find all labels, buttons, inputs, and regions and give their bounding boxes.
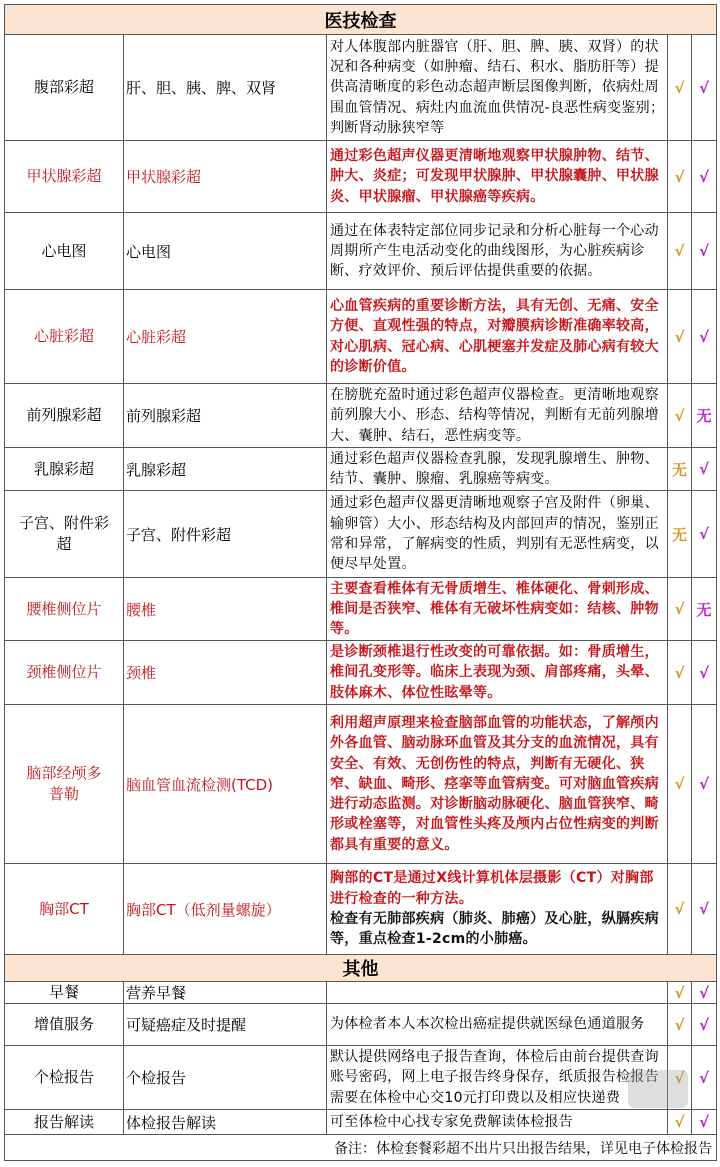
item-name: 颈椎侧位片	[5, 641, 124, 705]
table-row	[5, 864, 717, 955]
table-row	[5, 1110, 717, 1135]
mark-b: √	[692, 213, 717, 290]
mark-a: √	[668, 578, 692, 641]
note-text: 备注：体检套餐彩超不出片只出报告结果，详见电子体检报告	[5, 1135, 717, 1161]
item-desc: 通过在体表特定部位同步记录和分析心脏每一个心动周期所产生电活动变化的曲线图形，为心脏疾病诊断、疗效评价、预后评估提供重要的依据。	[327, 213, 668, 290]
item-name: 乳腺彩超	[5, 448, 124, 491]
section-header	[5, 5, 717, 35]
item-desc-line: 检查有无肺部疾病（肺炎、肺癌）及心脏，纵膈疾病等，重点检查1-2cm的小肺癌。	[330, 911, 659, 948]
section-title: 其他	[5, 955, 717, 982]
table-row	[5, 578, 717, 641]
table-row	[5, 705, 717, 864]
mark-a: √	[668, 1004, 692, 1046]
item-sub: 腰椎	[124, 578, 327, 641]
item-desc	[327, 864, 668, 955]
table-row	[5, 982, 717, 1004]
item-sub: 子宫、附件彩超	[124, 491, 327, 578]
item-name: 报告解读	[5, 1110, 124, 1135]
item-desc: 通过彩色超声仪器更清晰地观察甲状腺肿物、结节、肿大、炎症；可发现甲状腺肿、甲状腺囊肿、甲状腺炎、甲状腺瘤、甲状腺癌等疾病。	[327, 141, 668, 213]
item-name: 脑部经颅多普勒	[5, 705, 124, 864]
item-name: 腰椎侧位片	[5, 578, 124, 641]
table-row	[5, 35, 717, 141]
mark-a: √	[668, 384, 692, 448]
item-sub: 营养早餐	[124, 982, 327, 1004]
mark-a: √	[668, 864, 692, 955]
item-desc	[327, 982, 668, 1004]
item-sub: 心脏彩超	[124, 290, 327, 384]
mark-a: 无	[668, 491, 692, 578]
mark-a: 无	[668, 448, 692, 491]
section-header	[5, 955, 717, 982]
item-desc: 主要查看椎体有无骨质增生、椎体硬化、骨刺形成、椎间是否狭窄、椎体有无破坏性病变如：结核、肿物等。	[327, 578, 668, 641]
item-sub: 脑血管血流检测(TCD)	[124, 705, 327, 864]
mark-b: √	[692, 705, 717, 864]
mark-a: √	[668, 641, 692, 705]
mark-a: √	[668, 1046, 692, 1110]
table-row	[5, 491, 717, 578]
item-name: 甲状腺彩超	[5, 141, 124, 213]
mark-b: √	[692, 1110, 717, 1135]
item-sub: 胸部CT（低剂量螺旋）	[124, 864, 327, 955]
mark-b: 无	[692, 578, 717, 641]
table-row	[5, 1046, 717, 1110]
item-desc: 通过彩色超声仪器检查乳腺，发现乳腺增生、肿物、结节、囊肿、腺瘤、乳腺癌等病变。	[327, 448, 668, 491]
mark-a: √	[668, 35, 692, 141]
item-name: 心电图	[5, 213, 124, 290]
mark-b: √	[692, 35, 717, 141]
mark-b: √	[692, 141, 717, 213]
item-desc: 对人体腹部内脏器官（肝、胆、脾、胰、双肾）的状况和各种病变（如肿瘤、结石、积水、脂肪肝等）提供高清晰度的彩色动态超声断层图像判断，依病灶周围血管情况、病灶内血流血供情况-良恶性病变鉴别；判断肾动脉狭窄等	[327, 35, 668, 141]
mark-a: √	[668, 1110, 692, 1135]
item-name: 前列腺彩超	[5, 384, 124, 448]
mark-b: √	[692, 1004, 717, 1046]
item-name: 个检报告	[5, 1046, 124, 1110]
item-desc-line: 胸部的CT是通过X线计算机体层摄影（CT）对胸部进行检查的一种方法。	[330, 870, 654, 907]
mark-b: √	[692, 864, 717, 955]
item-sub: 体检报告解读	[124, 1110, 327, 1135]
item-name: 增值服务	[5, 1004, 124, 1046]
table-row	[5, 641, 717, 705]
table-row	[5, 384, 717, 448]
item-sub: 甲状腺彩超	[124, 141, 327, 213]
table-row	[5, 141, 717, 213]
mark-b: √	[692, 982, 717, 1004]
mark-b: √	[692, 448, 717, 491]
note-row	[5, 1135, 717, 1161]
item-desc: 为体检者本人本次检出癌症提供就医绿色通道服务	[327, 1004, 668, 1046]
item-desc: 心血管疾病的重要诊断方法，具有无创、无痛、安全方便、直观性强的特点，对瓣膜病诊断准确率较高，对心肌病、冠心病、心肌梗塞并发症及肺心病有较大的诊断价值。	[327, 290, 668, 384]
item-desc: 通过彩色超声仪器更清晰地观察子宫及附件（卵巢、输卵管）大小、形态结构及内部回声的情况，鉴别正常和异常，了解病变的性质，判别有无恶性病变，以便尽早处置。	[327, 491, 668, 578]
item-name: 腹部彩超	[5, 35, 124, 141]
mark-a: √	[668, 982, 692, 1004]
item-sub: 可疑癌症及时提醒	[124, 1004, 327, 1046]
mark-b: √	[692, 491, 717, 578]
item-sub: 个检报告	[124, 1046, 327, 1110]
item-desc: 是诊断颈椎退行性改变的可靠依据。如：骨质增生，椎间孔变形等。临床上表现为颈、肩部疼痛，头晕、肢体麻木、体位性眩晕等。	[327, 641, 668, 705]
mark-b: √	[692, 1046, 717, 1110]
mark-b: 无	[692, 384, 717, 448]
item-name: 心脏彩超	[5, 290, 124, 384]
item-name: 子宫、附件彩超	[5, 491, 124, 578]
table-row	[5, 1004, 717, 1046]
item-desc: 可至体检中心找专家免费解读体检报告	[327, 1110, 668, 1135]
item-desc: 利用超声原理来检查脑部血管的功能状态，了解颅内外各血管、脑动脉环血管及其分支的血流情况，具有安全、有效、无创伤性的特点，判断有无硬化、狭窄、缺血、畸形、痉挛等血管病变。可对脑血管疾病进行动态监测。对诊断脑动脉硬化、脑血管狭窄、畸形或栓塞等，对血管性头疼及颅内占位性病变的判断都具有重要的意义。	[327, 705, 668, 864]
item-sub: 肝、胆、胰、脾、双肾	[124, 35, 327, 141]
item-sub: 心电图	[124, 213, 327, 290]
item-name: 早餐	[5, 982, 124, 1004]
mark-a: √	[668, 290, 692, 384]
mark-a: √	[668, 705, 692, 864]
watermark-badge	[628, 1070, 688, 1108]
table-row	[5, 213, 717, 290]
checkup-table	[4, 4, 717, 1161]
table-row	[5, 448, 717, 491]
mark-a: √	[668, 213, 692, 290]
mark-b: √	[692, 641, 717, 705]
item-desc: 默认提供网络电子报告查询，体检后由前台提供查询账号密码，网上电子报告终身保存，纸质报告检报告需要在体检中心交10元打印费以及相应快递费	[327, 1046, 668, 1110]
mark-a: √	[668, 141, 692, 213]
item-sub: 前列腺彩超	[124, 384, 327, 448]
section-title: 医技检查	[5, 5, 717, 35]
item-name: 胸部CT	[5, 864, 124, 955]
item-desc: 在膀胱充盈时通过彩色超声仪器检查。更清晰地观察前列腺大小、形态、结构等情况，判断有无前列腺增大、囊肿、结石，恶性病变等。	[327, 384, 668, 448]
table-row	[5, 290, 717, 384]
item-sub: 乳腺彩超	[124, 448, 327, 491]
mark-b: √	[692, 290, 717, 384]
item-sub: 颈椎	[124, 641, 327, 705]
